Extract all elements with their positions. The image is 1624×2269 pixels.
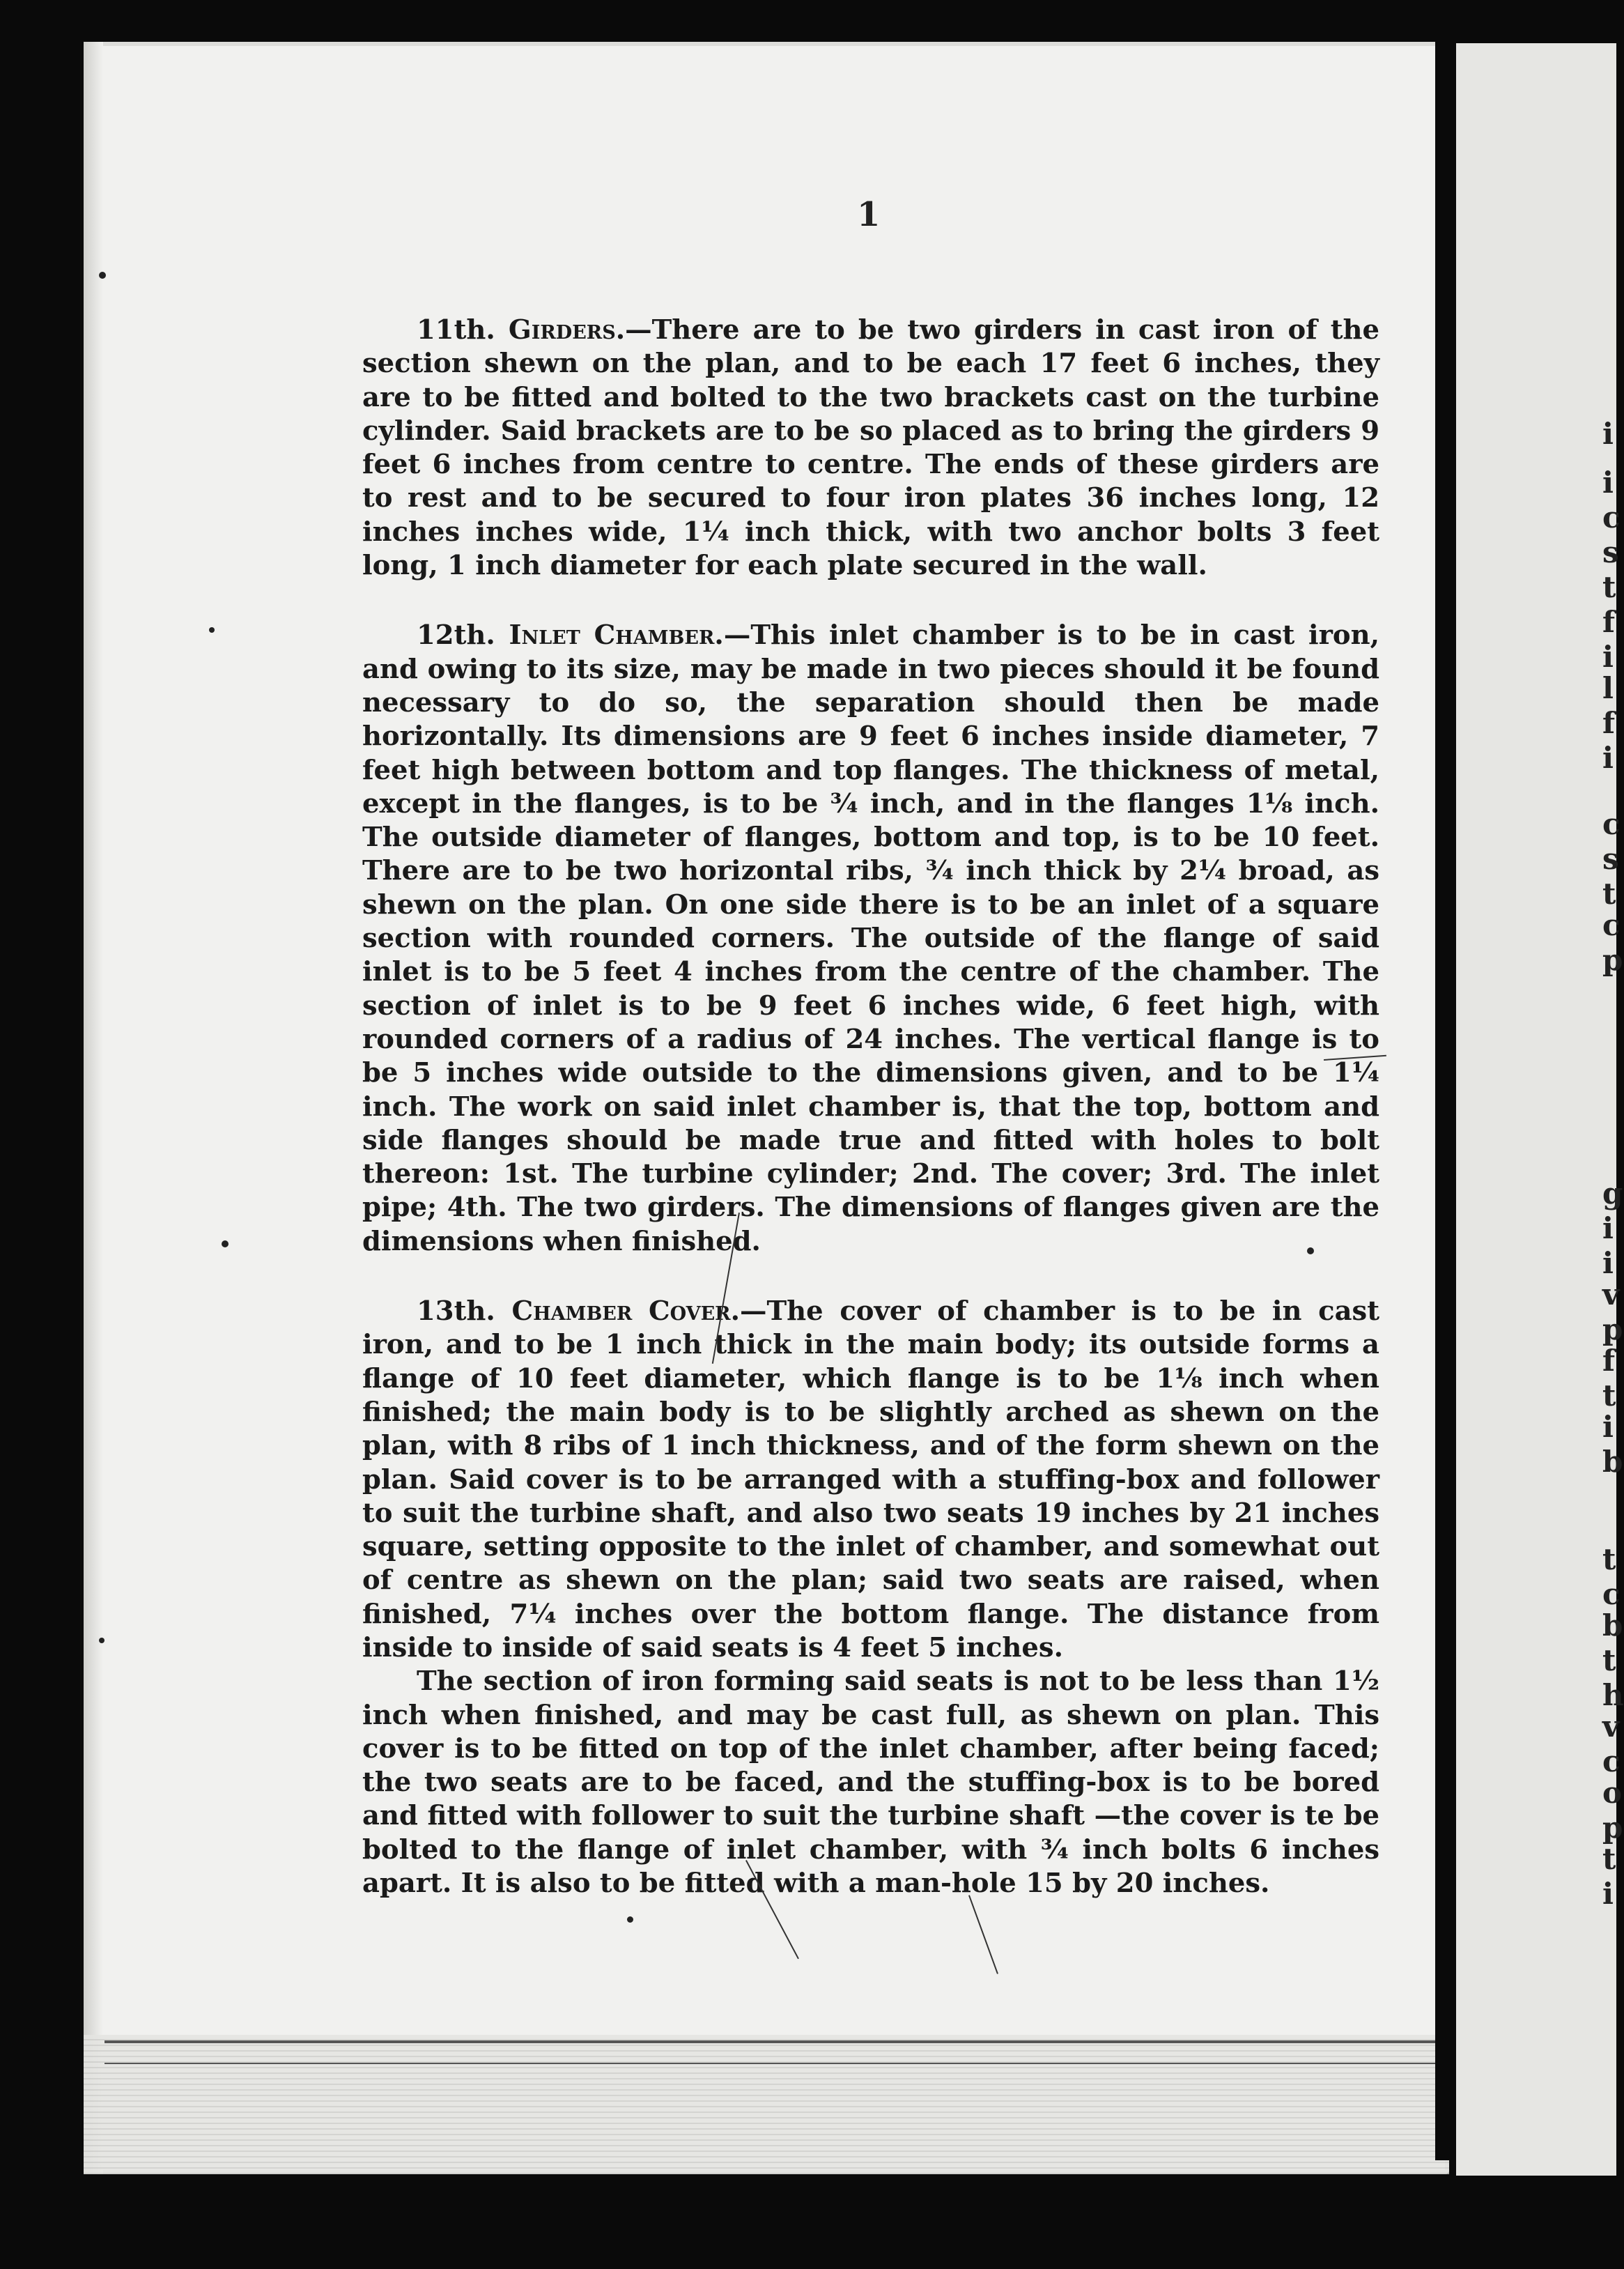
adjacent-text-fragment: f xyxy=(1602,605,1616,639)
adjacent-text-fragment: c xyxy=(1602,908,1621,942)
section-gap xyxy=(362,583,1379,619)
section-gap xyxy=(362,1259,1379,1295)
page-number: 1 xyxy=(857,195,881,234)
bottom-ruled-band xyxy=(84,2035,1449,2174)
scan-speck xyxy=(627,1916,633,1923)
adjacent-text-fragment: p xyxy=(1602,1312,1623,1346)
section-12 xyxy=(362,619,1379,1259)
page-edge-shadow xyxy=(84,42,103,2174)
adjacent-page-edge xyxy=(1456,43,1624,2176)
adjacent-text-fragment: b xyxy=(1602,1445,1623,1479)
section-number: 11th. xyxy=(417,314,495,346)
adjacent-text-fragment: c xyxy=(1602,500,1621,534)
adjacent-text-fragment: t xyxy=(1602,1378,1616,1413)
section-heading: Girders. xyxy=(508,314,626,346)
scan-speck xyxy=(222,1240,229,1247)
adjacent-text-fragment: i xyxy=(1602,1877,1614,1911)
adjacent-text-fragment: b xyxy=(1602,1608,1623,1643)
section-paragraph: —There are to be two girders in cast iron of the section shewn on the plan, and to be each 17 feet 6 inches, they are to be fitted and bolted to the two brackets cast on the turbine cylinder. Said brackets are to be so placed as to bring the girders 9 feet 6 inches from centre to centre. The ends of these girders are to rest and to be secured to four iron plates 36 inches long, 12 inches inches wide, 1¼ inch thick, with two anchor bolts 3 feet long, 1 inch diameter for each plate secured in the wall. xyxy=(362,314,1380,582)
adjacent-text-fragment: v xyxy=(1602,1709,1620,1744)
adjacent-text-fragment: t xyxy=(1602,1542,1616,1576)
scan-speck xyxy=(1307,1247,1314,1254)
adjacent-text-fragment: c xyxy=(1602,1577,1621,1611)
adjacent-text-fragment: p xyxy=(1602,943,1623,977)
adjacent-text-fragment: i xyxy=(1602,1246,1614,1280)
adjacent-text-fragment: p xyxy=(1602,1810,1623,1845)
adjacent-text-fragment: c xyxy=(1602,807,1621,841)
adjacent-text-fragment: i xyxy=(1602,466,1614,500)
adjacent-text-fragment: i xyxy=(1602,640,1614,674)
adjacent-text-fragment: o xyxy=(1602,1776,1623,1810)
adjacent-text-fragment: i xyxy=(1602,1211,1614,1245)
adjacent-text-fragment: h xyxy=(1602,1678,1624,1712)
scan-speck xyxy=(99,272,106,279)
adjacent-text-fragment: s xyxy=(1602,535,1619,569)
section-heading: Chamber Cover. xyxy=(511,1295,741,1328)
adjacent-text-fragment: f xyxy=(1602,1344,1616,1378)
adjacent-text-fragment: i xyxy=(1602,417,1614,451)
adjacent-text-fragment: i xyxy=(1602,741,1614,775)
section-heading: Inlet Chamber. xyxy=(509,620,724,652)
adjacent-text-fragment: i xyxy=(1602,1410,1614,1444)
adjacent-text-fragment: f xyxy=(1602,706,1616,740)
bottom-rule xyxy=(105,2040,1449,2043)
adjacent-text-fragment: l xyxy=(1602,671,1614,705)
section-13-continued: The section of iron forming said seats is not to be less than 1½ inch when finished, and may be cast full, as shewn on plan. This cover is to be fitted on top of the inlet chamber, after being faced; the two seats are to be faced, and the stuffing-box is to be bored and fitted with follower to suit the turbine shaft —the cover is te be bolted to the flange of inlet chamber, with ¾ inch bolts 6 inches apart. It is also to be fitted with a man-hole 15 by 20 inches. xyxy=(362,1666,1379,1900)
section-number: 13th. xyxy=(417,1295,495,1328)
section-13 xyxy=(362,1295,1379,1665)
adjacent-text-fragment: g xyxy=(1602,1176,1623,1210)
adjacent-text-fragment: t xyxy=(1602,877,1616,911)
page-gutter xyxy=(1435,28,1455,2160)
scan-speck xyxy=(209,627,215,633)
adjacent-text-fragment: c xyxy=(1602,1744,1621,1778)
scan-scratch xyxy=(968,1895,998,1974)
section-11 xyxy=(362,314,1379,583)
bottom-rule xyxy=(105,2063,1449,2064)
section-paragraph: —This inlet chamber is to be in cast iron, and owing to its size, may be made in two pieces should it be found necessary to do so, the separation should then be made horizontally. Its dimensions are 9 feet 6 inches inside diameter, 7 feet high between bottom and top flanges. The thickness of metal, except in the flanges, is to be ¾ inch, and in the flanges 1⅛ inch. The outside diameter of flanges, bottom and top, is to be 10 feet. There are to be two horizontal ribs, ¾ inch thick by 2¼ broad, as shewn on the plan. On one side there is to be an inlet of a square section with rounded corners. The outside of the flange of said inlet is to be 5 feet 4 inches from the centre of the chamber. The section of inlet is to be 9 feet 6 inches wide, 6 feet high, with rounded corners of a radius of 24 inches. The vertical flange is to be 5 inches wide outside to the dimensions given, and to be 1¼ inch. The work on said inlet chamber is, that the top, bottom and side flanges should be made true and fitted with holes to bolt thereon: 1st. The turbine cylinder; 2nd. The cover; 3rd. The inlet pipe; 4th. The two girders. The dimensions of flanges given are the dimensions when finished. xyxy=(362,620,1380,1257)
section-paragraph: —The cover of chamber is to be in cast iron, and to be 1 inch thick in the main body; its outside forms a flange of 10 feet diameter, which flange is to be 1⅛ inch when finished; the main body is to be slightly arched as shewn on the plan, with 8 ribs of 1 inch thickness, and of the form shewn on the plan. Said cover is to be arranged with a stuffing-box and follower to suit the turbine shaft, and also two seats 19 inches by 21 inches square, setting opposite to the inlet of chamber, and somewhat out of centre as shewn on the plan; said two seats are raised, when finished, 7¼ inches over the bottom flange. The distance from inside to inside of said seats is 4 feet 5 inches. xyxy=(362,1295,1379,1663)
adjacent-text-fragment: t xyxy=(1602,1842,1616,1876)
adjacent-text-fragment: v xyxy=(1602,1277,1620,1312)
scan-speck xyxy=(99,1638,105,1643)
adjacent-text-fragment: t xyxy=(1602,570,1616,604)
adjacent-text-fragment: s xyxy=(1602,842,1619,876)
page-sheet xyxy=(84,42,1449,2174)
body-text xyxy=(362,314,1379,1900)
adjacent-text-fragment: t xyxy=(1602,1643,1616,1677)
section-number: 12th. xyxy=(417,620,495,652)
